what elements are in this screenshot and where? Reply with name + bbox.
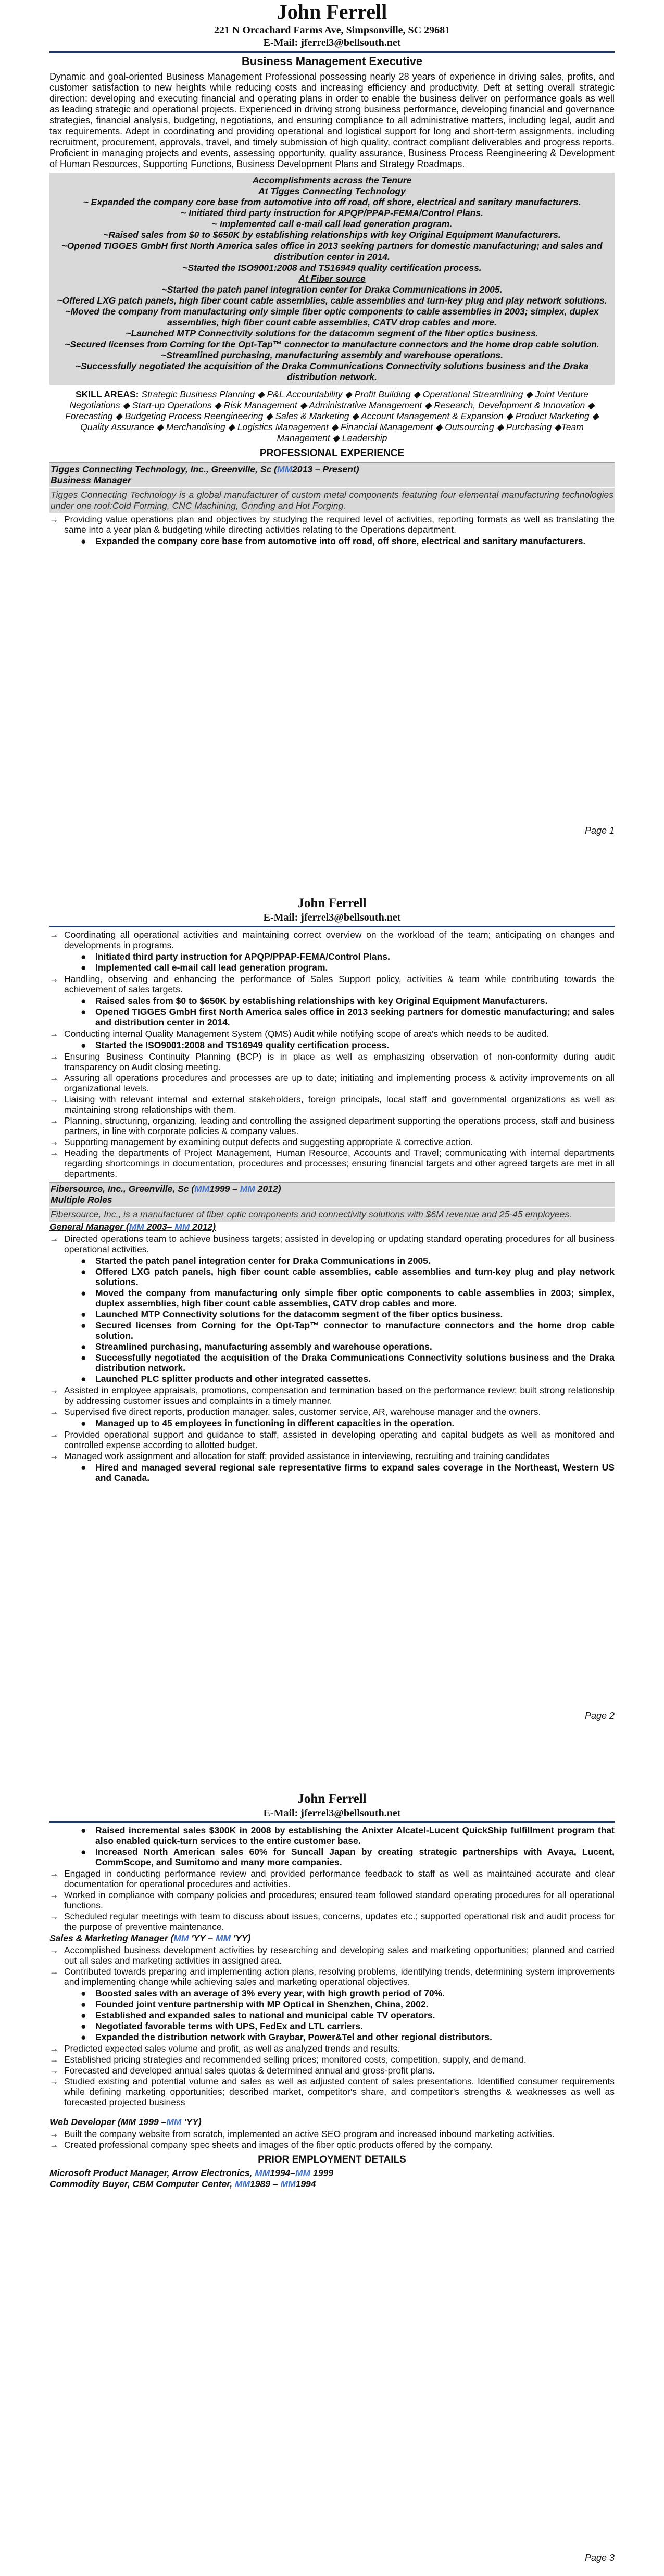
achievement-list: [81, 1825, 615, 1867]
accomp-line: ~Offered LXG patch panels, high fiber count cable assemblies, cable assemblies and turn-key plug and play network solutions.: [57, 295, 607, 306]
bullet-icon: ●: [81, 1418, 86, 1428]
item-text: Moved the company from manufacturing only simple fiber optic components to cable assemblies in 2003; simplex, duplex assemblies, high fiber count cable assemblies, CATV drop cables and more.: [95, 1288, 615, 1309]
header-rule: [49, 926, 615, 927]
arrow-icon: →: [49, 1115, 59, 1126]
page-number: Page 3: [584, 2553, 615, 2563]
web-developer-items: [49, 2129, 615, 2150]
item-text: Liaising with relevant internal and external stakeholders, foreign principals, local staff and governmental organizations as well as maintaining strong relationships with them.: [64, 1094, 615, 1115]
bullet-icon: ●: [81, 951, 86, 962]
arrow-icon: →: [49, 2043, 59, 2054]
achievement-list: [81, 536, 615, 546]
prior-job-text: Commodity Buyer, CBM Computer Center,: [49, 2179, 235, 2189]
achievement-item: [81, 1320, 615, 1341]
duty-list: [49, 1429, 615, 1461]
item-text: Directed operations team to achieve business targets; assisted in developing or updating standard operating procedures for all business operational activities.: [64, 1234, 615, 1254]
general-manager-items-cont: [49, 1825, 615, 1932]
bullet-icon: ●: [81, 1988, 86, 1999]
item-text: Raised sales from $0 to $650K by establishing relationships with key Original Equipment Manufacturers.: [95, 996, 548, 1006]
achievement-item: [81, 962, 615, 973]
job-title: Business Management Executive: [241, 55, 423, 68]
arrow-icon: →: [49, 2065, 59, 2076]
item-text: Accomplished business development activities by researching and developing sales and marketing opportunities; planned and carried out all sales and marketing activities in assigned area.: [64, 1945, 615, 1966]
achievement-item: [81, 1040, 615, 1050]
duty-item: [49, 2076, 615, 2107]
item-text: Heading the departments of Project Management, Human Resource, Accounts and Travel; communicating with internal departments regarding shortcomings in documentation, procedures and processes; ensuring financial targets and other agreed targets are met in all departments.: [64, 1148, 615, 1179]
duty-item: [49, 1137, 615, 1147]
duty-list: [49, 929, 615, 950]
prior-job-dates: 1989 –: [250, 2179, 281, 2189]
duty-item: [49, 2129, 615, 2139]
role-label: General Manager (: [49, 1222, 129, 1232]
achievement-item: [81, 2010, 615, 2020]
general-manager-items: [49, 1234, 615, 1483]
achievement-item: [81, 1341, 615, 1352]
duty-list: [49, 1051, 615, 1179]
item-text: Negotiated favorable terms with UPS, FedEx and LTL carriers.: [95, 2021, 363, 2031]
candidate-name: John Ferrell: [297, 1792, 367, 1806]
arrow-icon: →: [49, 2076, 59, 2087]
prior-job-dates: 1994–: [270, 2168, 295, 2178]
achievement-list: [81, 1988, 615, 2042]
item-text: Planning, structuring, organizing, leading and controlling the assigned department supporting the operations process, staff and business partners, in line with corporate policies & company values.: [64, 1115, 615, 1136]
duty-item: [49, 1051, 615, 1072]
accomp-line: ~Launched MTP Connectivity solutions for the datacomm segment of the fiber optics business.: [126, 328, 538, 338]
item-text: Providing value operations plan and objectives by studying the required level of activities, reporting formats as well as translating the same into a year plan & budgeting while directing activities relating to the Operations department.: [64, 514, 615, 535]
duty-list: [49, 514, 615, 535]
arrow-icon: →: [49, 1945, 59, 1955]
achievement-list: [81, 1255, 615, 1384]
prior-job-dates: 1999: [310, 2168, 333, 2178]
duty-list: [49, 1234, 615, 1254]
duty-list: [49, 2043, 615, 2107]
arrow-icon: →: [49, 1890, 59, 1900]
bullet-icon: ●: [81, 1040, 86, 1050]
company-tigges: [49, 462, 615, 487]
duty-item: [49, 2043, 615, 2054]
job1-items-page1: [49, 514, 615, 546]
bullet-icon: ●: [81, 1288, 86, 1298]
summary: Dynamic and goal-oriented Business Management Professional possessing nearly 28 years of experience in driving sales, profits, and customer satisfaction to new heights while reducing costs and increasing efficiency and productivity. Deft at setting overall strategic direction; developing and executing financial and operating plans in order to enable the business deliver on performance goals as well as leading strategic and operational projects. Experienced in driving strong business performance, developing financial and governance strategies, financial analysis, budgeting, negotiations, and ensuring compliance to all administrative matters, including legal, audit and tax requirements. Adept in coordinating and providing operational and logistical support for long and short-term assignments, including recruitment, procurement, approvals, travel, and timely submission of high quality, contract compliant deliverables and progress reports. Proficient in managing projects and events, assessing opportunity, quality assurance, Business Process Reengineering & Development of Human Resources, Supporting Functions, Business Development Plans and Strategy Roadmaps.: [49, 71, 615, 169]
item-text: Predicted expected sales volume and profit, as well as analyzed trends and results.: [64, 2043, 400, 2054]
arrow-icon: →: [49, 974, 59, 984]
skill-areas-label: SKILL AREAS:: [75, 389, 139, 399]
item-text: Successfully negotiated the acquisition of the Draka Communications Connectivity solutions business and the Draka distribution network.: [95, 1352, 615, 1373]
item-text: Managed up to 45 employees in functioning in different capacities in the operation.: [95, 1418, 455, 1428]
bullet-icon: ●: [81, 1266, 86, 1277]
candidate-name: John Ferrell: [277, 0, 387, 23]
item-text: Managed work assignment and allocation for staff; provided assistance in interviewing, recruiting and training candidates: [64, 1451, 550, 1461]
duty-list: [49, 974, 615, 995]
arrow-icon: →: [49, 1406, 59, 1417]
bullet-icon: ●: [81, 2021, 86, 2031]
duty-item: [49, 1406, 615, 1417]
bullet-icon: ●: [81, 2032, 86, 2042]
month-placeholder: MM: [234, 2179, 250, 2189]
month-placeholder: MM: [255, 2168, 270, 2178]
arrow-icon: →: [49, 1911, 59, 1921]
job1-items-page2: [49, 929, 615, 1179]
duty-item: [49, 1911, 615, 1932]
achievement-item: [81, 1007, 615, 1027]
accomp-line: ~Opened TIGGES GmbH first North America sales office in 2013 seeking partners for domestic manufacturing; and sales and distribution center in 2014.: [61, 241, 603, 262]
company-description: Tigges Connecting Technology is a global manufacturer of custom metal components featuring four elemental manufacturing technologies under one roof:Cold Forming, CNC Machining, Grinding and Hot Forging.: [49, 488, 615, 513]
item-text: Worked in compliance with company policies and procedures; ensured team followed standard operating procedures for all operational functions.: [64, 1890, 615, 1911]
item-text: Built the company website from scratch, implemented an active SEO program and increased inbound marketing activities.: [64, 2129, 555, 2139]
achievement-item: [81, 2021, 615, 2031]
achievement-item: [81, 996, 615, 1006]
item-text: Coordinating all operational activities and maintaining correct overview on the workload of the team; anticipating on changes and developments in programs.: [64, 929, 615, 950]
prior-job-dates: 1994: [295, 2179, 316, 2189]
month-placeholder: MM: [194, 1184, 210, 1194]
duty-item: [49, 1028, 615, 1039]
item-text: Handling, observing and enhancing the performance of Sales Support policy, activities & team while contributing towards the achievement of sales targets.: [64, 974, 615, 995]
duty-item: [49, 1073, 615, 1094]
item-text: Studied existing and potential volume and sales as well as adjusted content of sales presentations. Identified consumer requirements while defining marketing opportunities; described market, competitor's share, and competitor's strengths & weaknesses as well as forecasted projected business: [64, 2076, 615, 2107]
accomplishments-sub-fiber: At Fiber source: [298, 273, 366, 284]
arrow-icon: →: [49, 1073, 59, 1083]
arrow-icon: →: [49, 1451, 59, 1461]
duty-list: [49, 2129, 615, 2150]
item-text: Ensuring Business Continuity Planning (BCP) is in place as well as emphasizing observation of non-conformity during audit transparency on Audit closing meeting.: [64, 1051, 615, 1072]
company-fibersource: [49, 1182, 615, 1207]
page-2: [0, 896, 664, 1791]
duty-item: [49, 1115, 615, 1136]
experience-heading: PROFESSIONAL EXPERIENCE: [259, 448, 405, 459]
role-label: Sales & Marketing Manager (: [49, 1933, 174, 1943]
duty-item: [49, 2054, 615, 2065]
item-text: Streamlined purchasing, manufacturing assembly and warehouse operations.: [95, 1341, 432, 1352]
arrow-icon: →: [49, 514, 59, 524]
item-text: Implemented call e-mail call lead generation program.: [95, 962, 328, 973]
company-name: Fibersource, Inc., Greenville, Sc (: [51, 1184, 195, 1194]
achievement-list: [81, 951, 615, 973]
duty-item: [49, 1966, 615, 1987]
month-placeholder: MM: [166, 2117, 182, 2127]
company-dates: 2012): [255, 1184, 281, 1194]
arrow-icon: →: [49, 1966, 59, 1977]
achievement-item: [81, 1352, 615, 1373]
duty-item: [49, 1890, 615, 1911]
item-text: Opened TIGGES GmbH first North America sales office in 2013 seeking partners for domestic manufacturing; and sales and distribution center in 2014.: [95, 1007, 615, 1027]
item-text: Started the patch panel integration center for Draka Communications in 2005.: [95, 1255, 431, 1266]
item-text: Secured licenses from Corning for the Opt-Tap™ connector to manufacture connectors and the home drop cable solution.: [95, 1320, 615, 1341]
duty-item: [49, 1429, 615, 1450]
duty-item: [49, 1945, 615, 1966]
accomp-line: ~Secured licenses from Corning for the Opt-Tap™ connector to manufacture connectors and the home drop cable solution.: [65, 339, 599, 349]
bullet-icon: ●: [81, 1352, 86, 1363]
bullet-icon: ●: [81, 1825, 86, 1836]
achievement-item: [81, 1418, 615, 1428]
email: E-Mail: jferrel3@bellsouth.net: [263, 37, 401, 48]
company-description: Fibersource, Inc., is a manufacturer of fiber optic components and connectivity solutions with $6M revenue and 25-45 employees.: [49, 1208, 615, 1222]
duty-item: [49, 1868, 615, 1889]
role-web-developer: [49, 2117, 615, 2128]
bullet-icon: ●: [81, 1999, 86, 2009]
bullet-icon: ●: [81, 1374, 86, 1384]
address: 221 N Orcachard Farms Ave, Simpsonville, SC 29681: [214, 24, 450, 36]
duty-item: [49, 1234, 615, 1254]
page-1: [0, 0, 664, 896]
accomp-line: ~Raised sales from $0 to $650K by establishing relationships with key Original Equipment Manufacturers.: [103, 230, 561, 240]
company-dates: 2013 – Present): [292, 464, 359, 474]
achievement-item: [81, 1374, 615, 1384]
achievement-item: [81, 951, 615, 962]
month-placeholder: MM: [280, 2179, 296, 2189]
item-text: Boosted sales with an average of 3% every year, with high growth period of 70%.: [95, 1988, 445, 1999]
item-text: Founded joint venture partnership with MP Optical in Shenzhen, China, 2002.: [95, 1999, 429, 2009]
achievement-list: [81, 1418, 615, 1428]
page-3: [0, 1791, 664, 2576]
item-text: Assisted in employee appraisals, promotions, compensation and termination based on the performance review; built strong relationship by addressing customer issues and complaints in a timely manner.: [64, 1385, 615, 1406]
month-placeholder: MM: [173, 1933, 189, 1943]
bullet-icon: ●: [81, 1846, 86, 1857]
achievement-item: [81, 1988, 615, 1999]
arrow-icon: →: [49, 1234, 59, 1244]
arrow-icon: →: [49, 2140, 59, 2150]
duty-list: [49, 1028, 615, 1039]
arrow-icon: →: [49, 2129, 59, 2139]
company-dates: 1999 –: [209, 1184, 240, 1194]
accomp-line: ~ Initiated third party instruction for APQP/PPAP-FEMA/Control Plans.: [181, 208, 483, 218]
achievement-item: [81, 1825, 615, 1846]
header-rule: [49, 1821, 615, 1823]
item-text: Hired and managed several regional sale representative firms to expand sales coverage in the Northeast, Western US and Canada.: [95, 1462, 615, 1483]
arrow-icon: →: [49, 1094, 59, 1104]
skill-areas: [60, 389, 604, 444]
candidate-name: John Ferrell: [297, 896, 367, 910]
achievement-item: [81, 1288, 615, 1309]
bullet-icon: ●: [81, 1320, 86, 1330]
bullet-icon: ●: [81, 536, 86, 546]
role-title: Business Manager: [51, 475, 131, 485]
bullet-icon: ●: [81, 962, 86, 973]
achievement-item: [81, 536, 615, 546]
item-text: Launched MTP Connectivity solutions for the datacomm segment of the fiber optics business.: [95, 1309, 503, 1320]
role-label: 'YY): [181, 2117, 202, 2127]
arrow-icon: →: [49, 1051, 59, 1062]
achievement-item: [81, 2032, 615, 2042]
skill-areas-text: Strategic Business Planning ◆ P&L Accountability ◆ Profit Building ◆ Operational Streamlining ◆ Joint Venture Negotiations ◆ Start-up Operations ◆ Risk Management ◆ Administrative Management ◆ Research, Development & Innovation ◆ Forecasting ◆ Budgeting Process Reengineering ◆ Sales & Marketing ◆ Account Management & Expansion ◆ Product Marketing ◆ Quality Assurance ◆ Merchandising ◆ Logistics Management ◆ Financial Management ◆ Outsourcing ◆ Purchasing ◆Team Management ◆ Leadership: [65, 389, 599, 443]
item-text: Started the ISO9001:2008 and TS16949 quality certification process.: [95, 1040, 390, 1050]
duty-item: [49, 2140, 615, 2150]
item-text: Expanded the company core base from automotive into off road, off shore, electrical and sanitary manufacturers.: [95, 536, 586, 546]
duty-list: [49, 1868, 615, 1932]
duty-item: [49, 1094, 615, 1115]
item-text: Conducting internal Quality Management System (QMS) Audit while notifying scope of area's which needs to be audited.: [64, 1028, 549, 1039]
bullet-icon: ●: [81, 1341, 86, 1352]
bullet-icon: ●: [81, 1255, 86, 1266]
arrow-icon: →: [49, 2054, 59, 2065]
item-text: Provided operational support and guidance to staff, assisted in developing operating and capital budgets as well as monitored and controlled expense according to allotted budget.: [64, 1429, 615, 1450]
role-label: Web Developer (MM 1999 –: [49, 2117, 167, 2127]
arrow-icon: →: [49, 1137, 59, 1147]
item-text: Assuring all operations procedures and processes are up to date; initiating and implementing process & activity improvements on all organizational levels.: [64, 1073, 615, 1094]
accomp-line: ~Successfully negotiated the acquisition of the Draka Communications Connectivity solutions business and the Draka distribution network.: [75, 361, 589, 382]
email: E-Mail: jferrel3@bellsouth.net: [263, 1807, 401, 1819]
achievement-item: [81, 1999, 615, 2009]
accomplishments-sub-tigges: At Tigges Connecting Technology: [258, 186, 406, 196]
item-text: Created professional company spec sheets and images of the fiber optic products offered by the company.: [64, 2140, 493, 2150]
arrow-icon: →: [49, 1028, 59, 1039]
role-label: 'YY –: [189, 1933, 216, 1943]
email: E-Mail: jferrel3@bellsouth.net: [263, 912, 401, 923]
achievement-item: [81, 1846, 615, 1867]
prior-employment-heading: PRIOR EMPLOYMENT DETAILS: [258, 2154, 406, 2165]
achievement-item: [81, 1266, 615, 1287]
bullet-icon: ●: [81, 996, 86, 1006]
achievement-item: [81, 1309, 615, 1320]
bullet-icon: ●: [81, 2010, 86, 2020]
bullet-icon: ●: [81, 1007, 86, 1017]
role-label: 2012): [190, 1222, 216, 1232]
item-text: Contributed towards preparing and implementing action plans, resolving problems, identifying trends, determining system improvements and implementing change while achieving sales and marketing operational objectives.: [64, 1966, 615, 1987]
duty-list: [49, 1945, 615, 1987]
item-text: Supporting management by examining output defects and suggesting appropriate & corrective action.: [64, 1137, 473, 1147]
item-text: Supervised five direct reports, production manager, sales, customer service, AR, warehouse manager and the owners.: [64, 1406, 541, 1417]
arrow-icon: →: [49, 1429, 59, 1440]
item-text: Offered LXG patch panels, high fiber count cable assemblies, cable assemblies and turn-key plug and play network solutions.: [95, 1266, 615, 1287]
achievement-list: [81, 996, 615, 1027]
arrow-icon: →: [49, 1385, 59, 1396]
item-text: Engaged in conducting performance review and provided performance feedback to staff as well as maintained accurate and clear documentation for operational procedures and activities.: [64, 1868, 615, 1889]
prior-job: [49, 2179, 615, 2190]
achievement-list: [81, 1462, 615, 1483]
accomp-line: ~Started the ISO9001:2008 and TS16949 quality certification process.: [182, 262, 482, 273]
header-rule: [49, 51, 615, 53]
company-name: Tigges Connecting Technology, Inc., Greenville, Sc (: [51, 464, 277, 474]
role-label: 'YY): [231, 1933, 251, 1943]
item-text: Established and expanded sales to national and municipal cable TV operators.: [95, 2010, 435, 2020]
month-placeholder: MM: [174, 1222, 190, 1232]
bullet-icon: ●: [81, 1309, 86, 1320]
role-sales-marketing: [49, 1933, 615, 1944]
accomp-line: ~Moved the company from manufacturing only simple fiber optic components to cable assemblies in 2003; simplex, duplex assemblies, high fiber count cable assemblies, CATV drop cables and more.: [65, 306, 599, 328]
duty-item: [49, 1385, 615, 1406]
item-text: Launched PLC splitter products and other integrated cassettes.: [95, 1374, 371, 1384]
arrow-icon: →: [49, 929, 59, 940]
accomp-line: ~Streamlined purchasing, manufacturing assembly and warehouse operations.: [161, 350, 503, 360]
duty-list: [49, 1385, 615, 1417]
duty-item: [49, 974, 615, 995]
arrow-icon: →: [49, 1148, 59, 1158]
page-number: Page 1: [584, 825, 615, 836]
page-number: Page 2: [584, 1711, 615, 1721]
prior-job: [49, 2168, 615, 2179]
accomplishments-box: [49, 173, 615, 385]
duty-item: [49, 2065, 615, 2076]
arrow-icon: →: [49, 1868, 59, 1879]
month-placeholder: MM: [277, 464, 293, 474]
item-text: Initiated third party instruction for APQP/PPAP-FEMA/Control Plans.: [95, 951, 390, 962]
accomp-line: ~Started the patch panel integration center for Draka Communications in 2005.: [161, 284, 503, 295]
role-label: 2003–: [144, 1222, 175, 1232]
item-text: Forecasted and developed annual sales quotas & determined annual and gross-profit plans.: [64, 2065, 435, 2076]
prior-job-text: Microsoft Product Manager, Arrow Electronics,: [49, 2168, 255, 2178]
role-title: Multiple Roles: [51, 1195, 112, 1205]
accomp-line: ~ Implemented call e-mail call lead generation program.: [211, 219, 453, 229]
item-text: Scheduled regular meetings with team to discuss about issues, concerns, updates etc.; supported operational risk and audit process for the purpose of preventive maintenance.: [64, 1911, 615, 1932]
duty-item: [49, 1148, 615, 1179]
achievement-list: [81, 1040, 615, 1050]
accomplishments-heading: Accomplishments across the Tenure: [252, 175, 412, 185]
month-placeholder: MM: [240, 1184, 255, 1194]
month-placeholder: MM: [295, 2168, 311, 2178]
month-placeholder: MM: [129, 1222, 144, 1232]
item-text: Expanded the distribution network with Graybar, Power&Tel and other regional distributors.: [95, 2032, 492, 2042]
achievement-item: [81, 1462, 615, 1483]
duty-item: [49, 514, 615, 535]
duty-item: [49, 1451, 615, 1461]
accomp-line: ~ Expanded the company core base from automotive into off road, off shore, electrical and sanitary manufacturers.: [83, 197, 581, 207]
role-general-manager: [49, 1222, 615, 1233]
item-text: Increased North American sales 60% for Suncall Japan by creating strategic partnerships with Avaya, Lucent, CommScope, and Sumitomo and many more companies.: [95, 1846, 615, 1867]
bullet-icon: ●: [81, 1462, 86, 1473]
sales-marketing-items: [49, 1945, 615, 2107]
item-text: Raised incremental sales $300K in 2008 by establishing the Anixter Alcatel-Lucent QuickShip fulfillment program that also enabled quick-turn services to the entire customer base.: [95, 1825, 615, 1846]
item-text: Established pricing strategies and recommended selling prices; monitored costs, competition, supply, and demand.: [64, 2054, 527, 2065]
achievement-item: [81, 1255, 615, 1266]
month-placeholder: MM: [215, 1933, 231, 1943]
duty-item: [49, 929, 615, 950]
